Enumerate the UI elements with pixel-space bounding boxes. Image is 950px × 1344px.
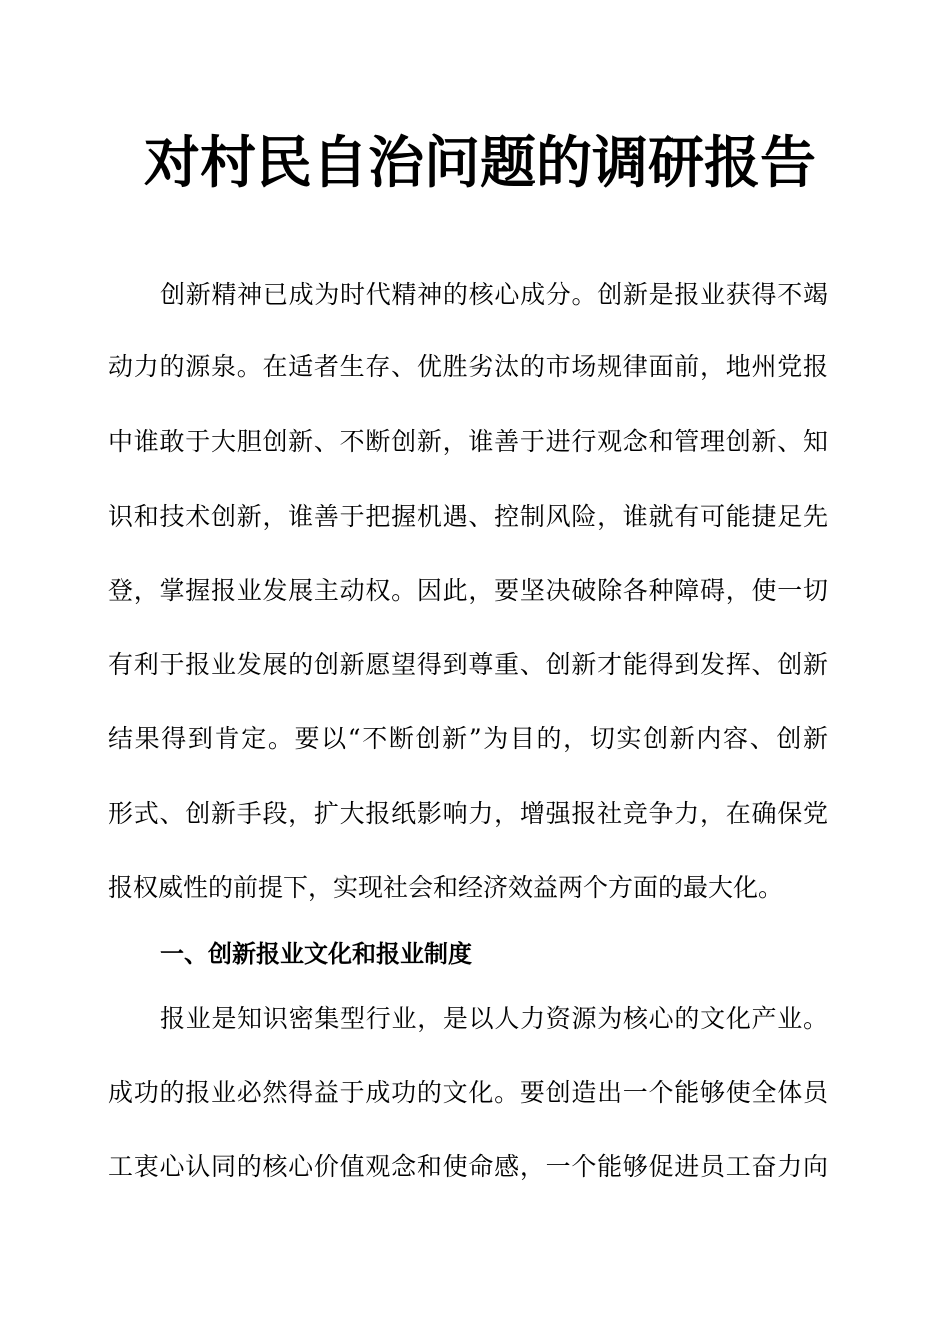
document-title: 对村民自治问题的调研报告: [144, 131, 816, 196]
paragraph-2-line-1: 报业是知识密集型行业，是以人力资源为核心的文化产业。: [160, 1004, 828, 1033]
paragraph-1-line-4: 识和技术创新，谁善于把握机遇、控制风险，谁就有可能捷足先: [108, 502, 828, 531]
paragraph-2-line-2: 成功的报业必然得益于成功的文化。要创造出一个能够使全体员: [108, 1078, 828, 1107]
paragraph-1-line-5: 登，掌握报业发展主动权。因此，要坚决破除各种障碍，使一切: [108, 576, 828, 605]
section-1-heading: 一、创新报业文化和报业制度: [160, 940, 472, 968]
paragraph-1-line-6: 有利于报业发展的创新愿望得到尊重、创新才能得到发挥、创新: [108, 650, 828, 679]
paragraph-1-line-3: 中谁敢于大胆创新、不断创新，谁善于进行观念和管理创新、知: [108, 427, 828, 456]
paragraph-1-line-9: 报权威性的前提下，实现社会和经济效益两个方面的最大化。: [108, 873, 784, 902]
paragraph-1-line-8: 形式、创新手段，扩大报纸影响力，增强报社竞争力，在确保党: [108, 799, 828, 828]
paragraph-2-line-3: 工衷心认同的核心价值观念和使命感，一个能够促进员工奋力向: [108, 1152, 828, 1181]
paragraph-1-line-2: 动力的源泉。在适者生存、优胜劣汰的市场规律面前，地州党报: [108, 352, 828, 381]
paragraph-1-line-7: 结果得到肯定。要以“不断创新”为目的，切实创新内容、创新: [108, 724, 828, 753]
paragraph-1-line-1: 创新精神已成为时代精神的核心成分。创新是报业获得不竭: [160, 280, 828, 309]
